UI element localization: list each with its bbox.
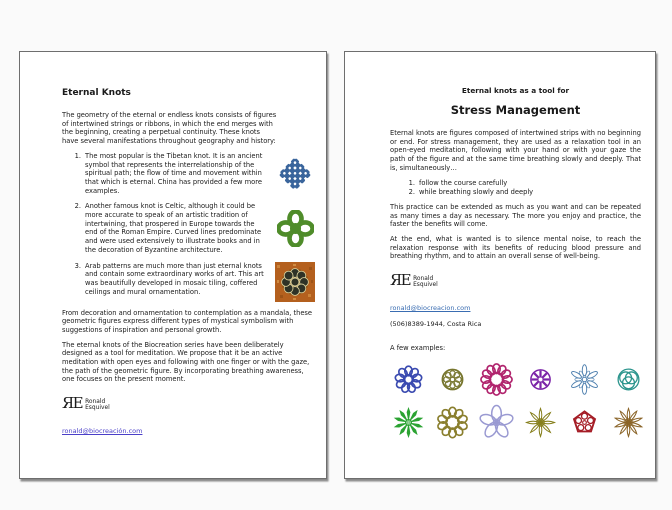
list-item	[70, 202, 316, 254]
list-item	[70, 152, 316, 196]
example-knot-brown-star-rosette	[610, 404, 647, 441]
email-link[interactable]: ronald@biocreación.com	[62, 426, 143, 435]
email-link[interactable]: ronald@biocreacion.com	[390, 303, 471, 312]
examples-grid	[390, 361, 641, 441]
page2-supertitle: Eternal knots as a tool for	[461, 86, 570, 95]
example-knot-lavender-flower	[478, 404, 515, 441]
example-knot-olive-circle-rosette	[434, 361, 471, 398]
monogram-icon: ЯE	[390, 271, 411, 290]
list-item-number: 1.	[74, 151, 81, 160]
list-item-text: follow the course carefully	[419, 178, 508, 187]
list-item-number: 1.	[408, 178, 415, 187]
list-item	[70, 262, 316, 302]
page1-intro-paragraph: The geometry of the eternal or endless knots consists of figures of intertwined strings or ribbons, in which the end merges with the beginning, creating a perpetual continuity. These knots have several manifestations throughout geography and history:	[62, 111, 277, 146]
celtic-knot-graphic	[277, 210, 314, 247]
list-item-text: Another famous knot is Celtic, although it could be more accurate to speak of an artistic tradition of intertwining, that prospered in Europe towards the end of the Roman Empire. Curved lines predominate and were used extensively to illustrate books and in the decoration of Byzantine architecture.	[85, 202, 262, 254]
example-knot-darkyellow-star	[522, 404, 559, 441]
page1-title: Eternal Knots	[62, 88, 131, 98]
page-2	[344, 51, 656, 479]
page2-intro-paragraph: Eternal knots are figures composed of intertwined strips with no beginning or end. For stress management, they are used as a relaxation tool in an open-eyed meditation, following with your hand or with your gaze the path of the figure and at the same time breathing slowly and deeply. That is, simultaneously…	[390, 129, 641, 172]
example-knot-blue-loop-wreath	[390, 361, 427, 398]
example-knot-darkred-pentagon-knot	[566, 404, 603, 441]
example-knot-steelblue-snowflake	[566, 361, 603, 398]
phone-number: (506)8389-1944, Costa Rica	[390, 319, 482, 328]
list-item-number: 2.	[74, 202, 81, 211]
logo-name-first: Ronald	[85, 398, 106, 405]
example-knot-purple-spoked-mandala	[522, 361, 559, 398]
ronald-esquivel-logo	[62, 396, 316, 412]
logo-name-last: Esquivel	[413, 282, 438, 289]
list-item-text: while breathing slowly and deeply	[419, 188, 534, 197]
example-knot-crimson-open-ring	[478, 361, 515, 398]
list-item	[404, 188, 641, 197]
page2-steps-list	[404, 179, 641, 197]
arab-mosaic-graphic	[275, 262, 315, 302]
list-item	[404, 179, 641, 188]
page1-paragraph-decoration: From decoration and ornamentation to contemplation as a mandala, these geometric figures express different types of mystical symbolism with suggestions of inspiration and personal growth.	[62, 308, 313, 334]
list-item-number: 3.	[74, 261, 81, 270]
logo-name-first: Ronald	[413, 275, 434, 282]
page1-paragraph-biocreation: The eternal knots of the Biocreation series have been deliberately designed as a tool for meditation. We propose that it be an active meditation with open eyes and following with one finger or with the gaze, the path of the geometric figure. By incorporating breathing awareness, one focuses on the present moment.	[62, 340, 310, 384]
arab-mosaic-image	[274, 262, 316, 302]
page2-paragraph-practice: This practice can be extended as much as you want and can be repeated as many times a day as necessary. The more you enjoy and practice, the faster the benefits will come.	[390, 202, 641, 229]
example-knot-green-starburst	[390, 404, 427, 441]
tibetan-knot-image	[274, 152, 316, 196]
example-knot-teal-interlocked-rings	[610, 361, 647, 398]
tibetan-knot-graphic	[275, 154, 315, 194]
page2-title: Stress Management	[450, 103, 581, 117]
page2-paragraph-benefits: At the end, what is wanted is to silence mental noise, to reach the relaxation response with its benefits of reducing blood pressure and breathing rhythm, and to attain an overall sense of well-being.	[390, 235, 641, 261]
list-item-text: The most popular is the Tibetan knot. It is an ancient symbol that represents the interrelationship of the spiritual path; the flow of time and movement within that which is eternal. China has provided a few more examples.	[85, 151, 263, 195]
list-item-text: Arab patterns are much more than just eternal knots and contain some extraordinary works of art. This art was beautifully developed in mosaic tiling, coffered ceilings and mural ornamentation.	[85, 261, 264, 296]
logo-name	[85, 399, 110, 412]
monogram-icon: ЯE	[62, 394, 83, 413]
examples-label: A few examples:	[390, 343, 446, 352]
example-knot-khaki-ring-knot	[434, 404, 471, 441]
logo-name-last: Esquivel	[85, 405, 110, 412]
page-1	[19, 51, 327, 479]
celtic-knot-image	[274, 202, 316, 254]
ronald-esquivel-logo	[390, 273, 641, 289]
logo-name	[413, 276, 438, 289]
list-item-number: 2.	[408, 188, 415, 197]
page1-knot-list	[70, 152, 316, 302]
